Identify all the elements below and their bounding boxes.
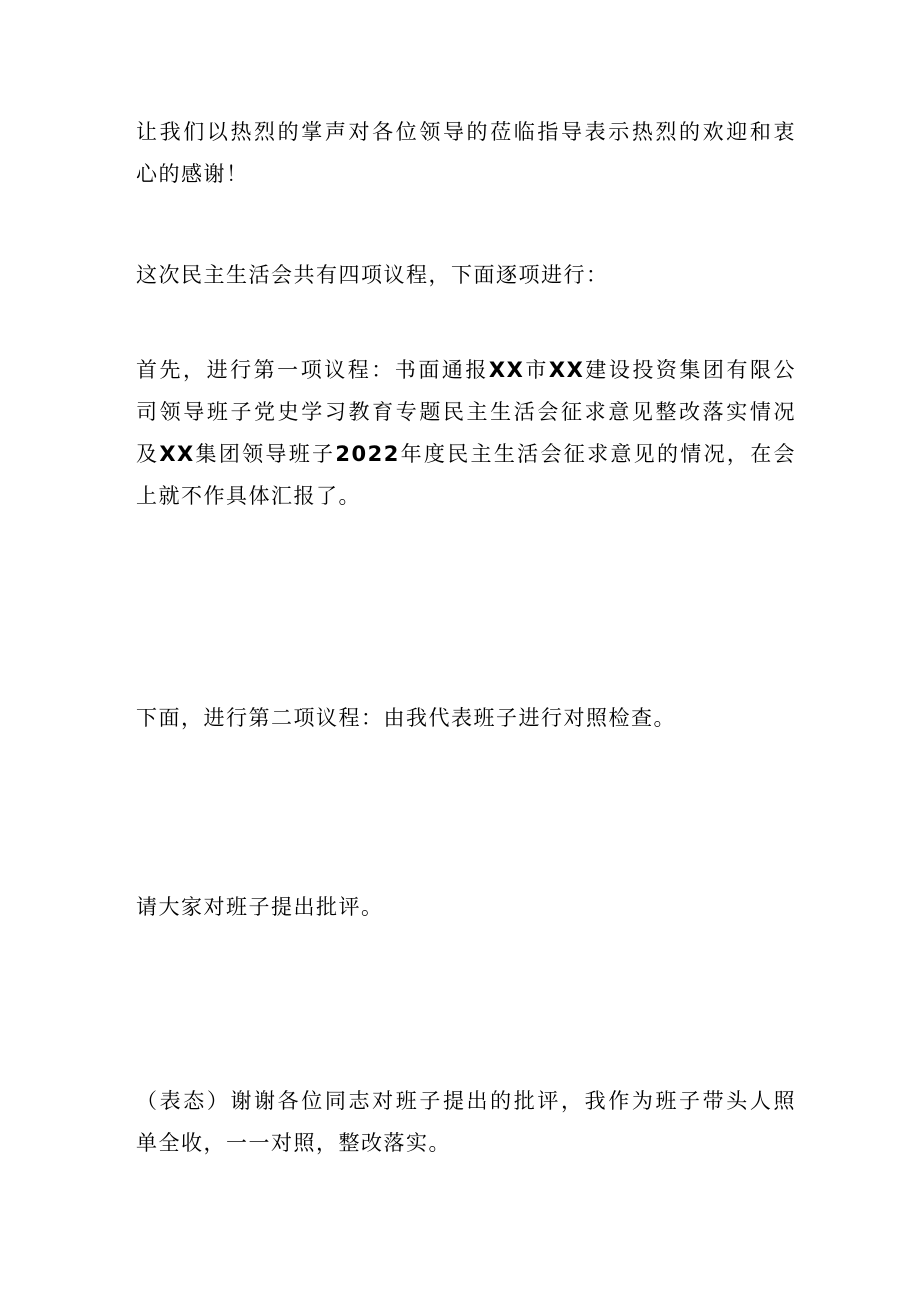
text-line: 及XX集团领导班子2022年度民主生活会征求意见的情况，在会 <box>136 442 797 466</box>
text-line: 司领导班子党史学习教育专题民主生活会征求意见整改落实情况 <box>136 400 796 424</box>
text-line: 下面，进行第二项议程：由我代表班子进行对照检查。 <box>136 706 676 730</box>
bold-term: XX <box>488 358 525 382</box>
bold-term: 2022 <box>335 442 400 466</box>
text-line: 单全收，一一对照，整改落实。 <box>136 1131 451 1155</box>
paragraph-welcome <box>136 111 796 195</box>
text-line: 心的感谢！ <box>136 162 249 186</box>
text-line: 这次民主生活会共有四项议程，下面逐项进行： <box>136 263 609 287</box>
paragraph-agenda-item-2 <box>136 697 796 739</box>
bold-term: XX <box>548 358 585 382</box>
text-line: 让我们以热烈的掌声对各位领导的莅临指导表示热烈的欢迎和衷 <box>136 120 796 144</box>
paragraph-agenda-item-1 <box>136 349 796 517</box>
paragraph-agenda-intro <box>136 254 796 296</box>
text-line: 上就不作具体汇报了。 <box>136 484 361 508</box>
paragraph-request-criticism <box>136 886 796 928</box>
bold-term: XX <box>159 442 195 466</box>
text-line: （表态）谢谢各位同志对班子提出的批评，我作为班子带头人照 <box>136 1089 796 1113</box>
text-line: 首先，进行第一项议程：书面通报XX市XX建设投资集团有限公 <box>136 358 797 382</box>
text-line: 请大家对班子提出批评。 <box>136 895 384 919</box>
paragraph-response <box>136 1080 796 1164</box>
